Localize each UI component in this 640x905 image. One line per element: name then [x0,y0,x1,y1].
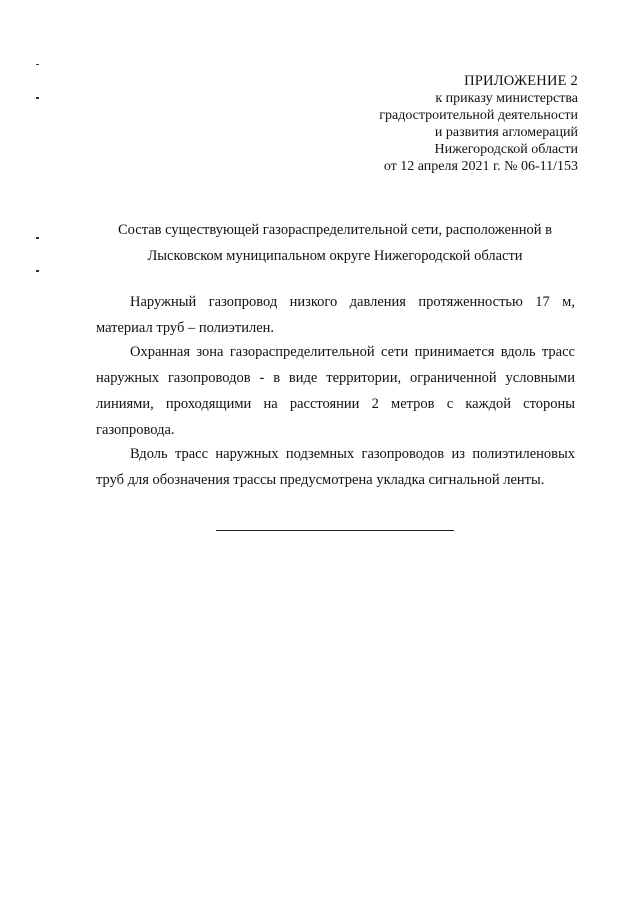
appendix-heading: ПРИЛОЖЕНИЕ 2 [464,73,578,89]
appendix-line: и развития агломераций [434,125,578,140]
paragraph-protection-zone: Охранная зона газораспределительной сети принимается вдоль трасс наружных газопроводов - в виде территории, ограниченной условными линиями, проходящими на расстоянии 2 метров с каждой стороны газопровода. [96,344,575,438]
appendix-block [379,73,578,175]
document-title [96,219,574,271]
scan-mark [36,270,39,272]
appendix-line: Нижегородской области [434,142,578,157]
scan-mark [36,97,39,99]
paragraph-signal-tape: Вдоль трасс наружных подземных газопроводов из полиэтиленовых труб для обозначения трассы предусмотрена укладка сигнальной ленты. [96,446,575,488]
title-line-2: Лысковском муниципальном округе Нижегородской области [147,248,523,264]
title-line-1: Состав существующей газораспределительной сети, расположенной в [118,222,552,238]
appendix-line: градостроительной деятельности [379,108,578,123]
paragraph-pipeline: Наружный газопровод низкого давления протяженностью 17 м, материал труб – полиэтилен. [96,294,575,336]
scan-mark [36,237,39,239]
appendix-order-date: от 12 апреля 2021 г. № 06-11/153 [383,159,578,174]
separator-line [216,530,454,531]
scan-mark [36,64,39,65]
appendix-line: к приказу министерства [435,91,578,106]
